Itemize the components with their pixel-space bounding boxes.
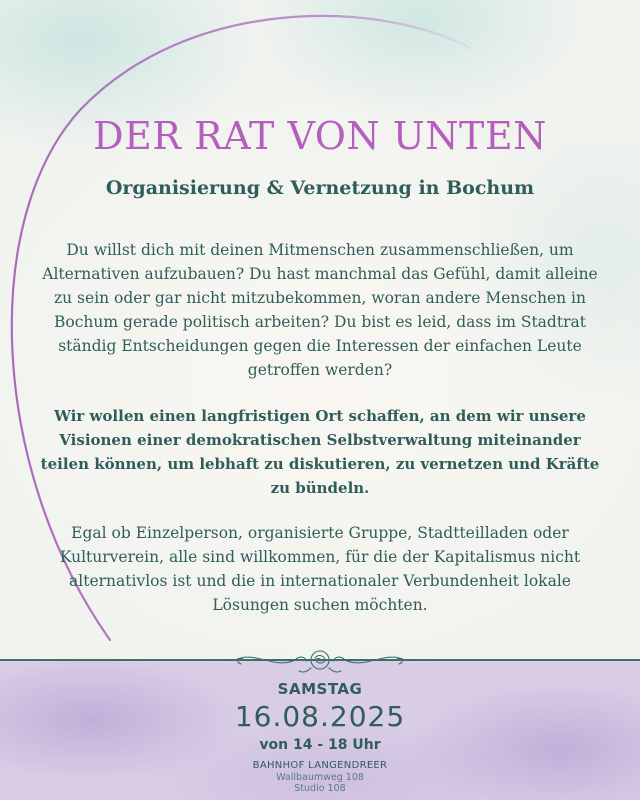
event-day: SAMSTAG xyxy=(277,680,363,698)
rose-flourish-icon xyxy=(225,640,415,680)
page-subtitle: Organisierung & Vernetzung in Bochum xyxy=(105,177,535,199)
event-venue: BAHNHOF LANGENDREER xyxy=(252,760,388,771)
event-date: 16.08.2025 xyxy=(234,700,406,733)
invite-paragraph: Egal ob Einzelperson, organisierte Gruppe, Stadtteilladen oder Kulturverein, alle sind willkommen, für die der Kapitalismus nicht alternativlos ist und die in internationaler Verbundenheit lokale Lösungen suchen möchten. xyxy=(59,524,581,614)
event-room: Studio 108 xyxy=(294,783,346,794)
page-title: DER RAT VON UNTEN xyxy=(93,114,547,158)
intro-paragraph: Du willst dich mit deinen Mitmenschen zusammenschließen, um Alternativen aufzubauen? Du hast manchmal das Gefühl, damit alleine zu sein oder gar nicht mitzubekommen, woran andere Menschen in Bochum gerade politisch arbeiten? Du bist es leid, dass im Stadtrat ständig Entscheidungen gegen die Interessen der einfachen Leute getroffen werden? xyxy=(42,241,598,379)
event-street: Wallbaumweg 108 xyxy=(276,772,364,783)
goal-paragraph: Wir wollen einen langfristigen Ort schaffen, an dem wir unsere Visionen einer demokratischen Selbstverwaltung miteinander teilen können, um lebhaft zu diskutieren, zu vernetzen und Kräfte zu bündeln. xyxy=(40,407,600,497)
event-time: von 14 - 18 Uhr xyxy=(259,737,381,753)
